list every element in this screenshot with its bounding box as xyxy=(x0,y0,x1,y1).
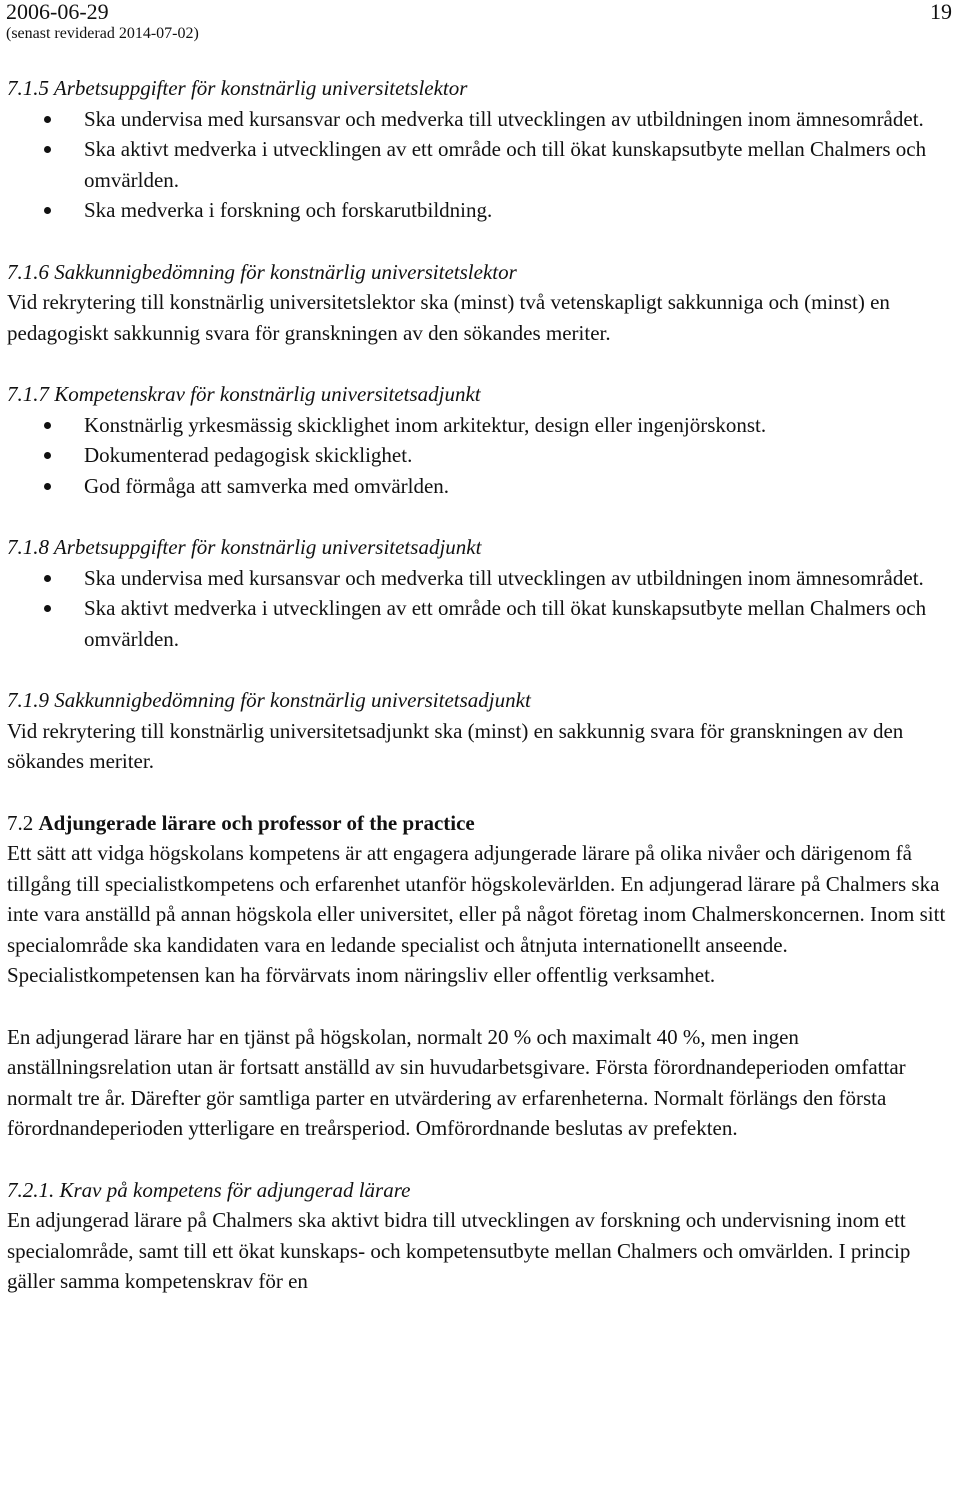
list-item xyxy=(7,440,955,471)
bullet-icon xyxy=(44,116,51,123)
section-heading: 7.1.5 Arbetsuppgifter för konstnärlig universitetslektor xyxy=(7,76,468,100)
section-title: Adjungerade lärare och professor of the practice xyxy=(38,810,475,835)
bullet-icon xyxy=(44,207,51,214)
bullet-icon xyxy=(44,575,51,582)
page-number: 19 xyxy=(930,0,952,24)
bullet-icon xyxy=(44,422,51,429)
list-item-text: Ska aktivt medverka i utvecklingen av ett område och till ökat kunskapsutbyte mellan Chalmers och omvärlden. xyxy=(84,596,927,651)
bullet-list xyxy=(7,563,955,655)
section-heading xyxy=(7,808,955,839)
section-paragraph: Ett sätt att vidga högskolans kompetens är att engagera adjungerade lärare på olika nivåer och därigenom få tillgång till specialistkompetens och erfarenhet utanför högskolevärlden. En adjungerad lärare på Chalmers ska inte vara anställd på annan högskola eller universitet, eller på något företag inom Chalmerskoncernen. Inom sitt specialområde ska kandidaten vara en ledande specialist och åtnjuta internationellt anseende. Specialistkompetensen kan ha förvärvats inom näringsliv eller offentlig verksamhet. xyxy=(7,841,946,987)
list-item-text: Ska medverka i forskning och forskarutbildning. xyxy=(84,198,493,222)
section-7-1-8 xyxy=(7,532,955,654)
bullet-icon xyxy=(44,146,51,153)
section-heading: 7.1.7 Kompetenskrav för konstnärlig universitetsadjunkt xyxy=(7,382,481,406)
bullet-icon xyxy=(44,483,51,490)
bullet-list xyxy=(7,104,955,226)
list-item xyxy=(7,195,955,226)
section-7-1-5 xyxy=(7,73,955,226)
list-item xyxy=(7,104,955,135)
section-paragraph: Vid rekrytering till konstnärlig universitetslektor ska (minst) två vetenskapligt sakkunniga och (minst) en pedagogiskt sakkunnig svara för granskningen av den sökandes meriter. xyxy=(7,290,890,345)
list-item-text: Ska undervisa med kursansvar och medverka till utvecklingen av utbildningen inom ämnesområdet. xyxy=(84,106,924,131)
list-item-text: Ska aktivt medverka i utvecklingen av ett område och till ökat kunskapsutbyte mellan Chalmers och omvärlden. xyxy=(84,137,927,192)
section-7-1-9 xyxy=(7,685,955,777)
header-date: 2006-06-29 xyxy=(6,0,109,24)
list-item xyxy=(7,471,955,502)
list-item xyxy=(7,410,955,441)
section-heading: 7.1.6 Sakkunnigbedömning för konstnärlig universitetslektor xyxy=(7,259,517,284)
bullet-list xyxy=(7,410,955,502)
header-revised-date: (senast reviderad 2014-07-02) xyxy=(6,25,199,42)
section-paragraph: Vid rekrytering till konstnärlig universitetsadjunkt ska (minst) en sakkunnig svara för granskningen av den sökandes meriter. xyxy=(7,718,904,773)
bullet-icon xyxy=(44,605,51,612)
list-item xyxy=(7,563,955,594)
section-heading: 7.2.1. Krav på kompetens för adjungerad lärare xyxy=(7,1177,411,1202)
bullet-icon xyxy=(44,452,51,459)
section-heading: 7.1.9 Sakkunnigbedömning för konstnärlig universitetsadjunkt xyxy=(7,688,531,712)
section-7-2 xyxy=(7,808,955,991)
section-heading: 7.1.8 Arbetsuppgifter för konstnärlig universitetsadjunkt xyxy=(7,535,482,559)
section-7-2-1 xyxy=(7,1175,955,1297)
list-item-text: Ska undervisa med kursansvar och medverka till utvecklingen av utbildningen inom ämnesområdet. xyxy=(84,565,924,590)
section-7-2-continued xyxy=(7,1022,955,1144)
list-item-text: Konstnärlig yrkesmässig skicklighet inom arkitektur, design eller ingenjörskonst. xyxy=(84,412,767,437)
list-item xyxy=(7,134,955,195)
list-item xyxy=(7,593,955,654)
section-paragraph: En adjungerad lärare har en tjänst på högskolan, normalt 20 % och maximalt 40 %, men ingen anställningsrelation utan är fortsatt anställd av sin huvudarbetsgivare. Första förordnandeperioden omfattar normalt tre år. Därefter gör samtliga parter en utvärdering av erfarenheterna. Normalt förlängs den första förordnandeperioden ytterligare en treårsperiod. Omförordnande beslutas av prefekten. xyxy=(7,1024,906,1140)
section-7-1-6 xyxy=(7,257,955,349)
section-number: 7.2 xyxy=(7,810,34,835)
list-item-text: Dokumenterad pedagogisk skicklighet. xyxy=(84,443,413,467)
document-body xyxy=(7,73,955,1328)
section-7-1-7 xyxy=(7,379,955,501)
list-item-text: God förmåga att samverka med omvärlden. xyxy=(84,473,450,498)
section-paragraph: En adjungerad lärare på Chalmers ska aktivt bidra till utvecklingen av forskning och undervisning inom ett specialområde, samt till ett ökat kunskaps- och kompetensutbyte mellan Chalmers och omvärlden. I princip gäller samma kompetenskrav för en xyxy=(7,1208,911,1293)
